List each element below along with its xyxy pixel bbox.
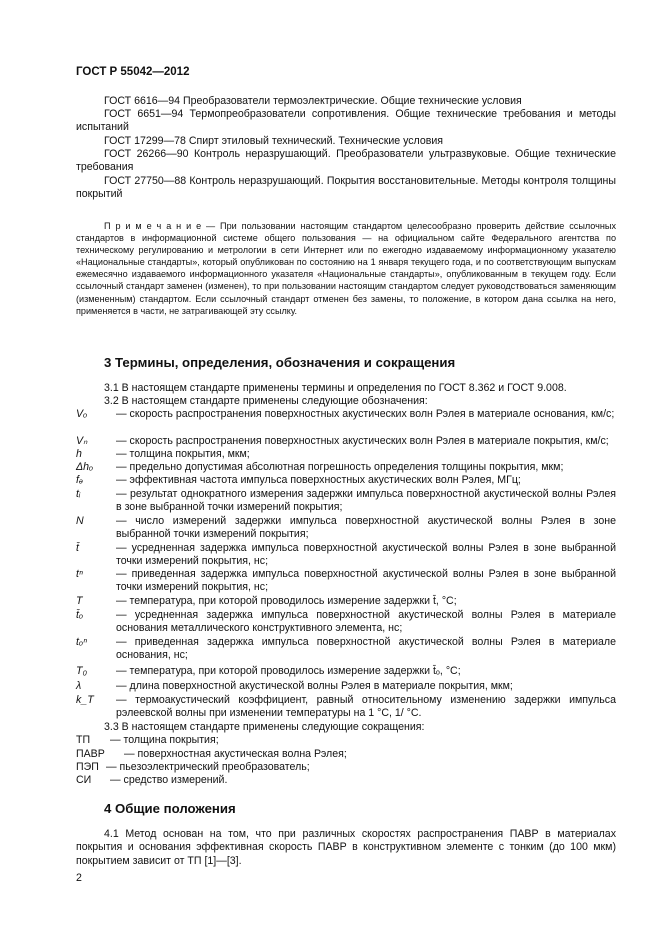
- symbol-definition: Vₒ — скорость распространения поверхностных акустических волн Рэлея в материале основания, км/с;: [76, 408, 615, 420]
- symbol: T: [76, 595, 83, 607]
- reference-item: ГОСТ 27750—88 Контроль неразрушающий. Покрытия восстановительные. Методы контроля толщины покрытий: [76, 175, 616, 201]
- section-3-title: 3 Термины, определения, обозначения и сокращения: [104, 355, 456, 370]
- symbol: t̄: [76, 542, 79, 554]
- paragraph-3-2: 3.2 В настоящем стандарте применены следующие обозначения:: [104, 395, 428, 407]
- abbreviation-definition: ПАВР — поверхностная акустическая волна Рэлея;: [76, 748, 347, 760]
- paragraph-3-1: 3.1 В настоящем стандарте применены термины и определения по ГОСТ 8.362 и ГОСТ 9.008.: [104, 382, 567, 394]
- section-4-title: 4 Общие положения: [104, 801, 236, 816]
- symbol: Δhₒ: [76, 461, 94, 473]
- symbol-definition: t̄ₒ — усредненная задержка импульса поверхностной акустической волны Рэлея в материале основания металлического конструктивного элемента, нс;: [76, 609, 616, 635]
- reference-item: ГОСТ 6651—94 Термопреобразователи сопротивления. Общие технические требования и методы испытаний: [76, 108, 616, 134]
- symbol: Vₒ: [76, 408, 88, 420]
- symbol: h: [76, 448, 82, 460]
- symbol: λ: [76, 680, 82, 692]
- symbol: tᵢ: [76, 488, 81, 500]
- reference-item: ГОСТ 26266—90 Контроль неразрушающий. Преобразователи ультразвуковые. Общие технические требования: [76, 148, 616, 174]
- symbol: fₔ: [76, 474, 84, 486]
- document-header: ГОСТ Р 55042—2012: [76, 66, 190, 78]
- symbol-definition: tⁿ — приведенная задержка импульса поверхностной акустической волны Рэлея в зоне выбранной точки измерений покрытия, нс;: [76, 568, 616, 594]
- note-paragraph: П р и м е ч а н и е — При пользовании настоящим стандартом целесообразно проверить действие ссылочных стандартов в информационной системе общего пользования — на официальном сайте Федерального агентства по техническому регулированию и метрологии в сети Интернет или по ежегодно издаваемому информационному указателю «Национальные стандарты», который опубликован по состоянию на 1 января текущего года, и по соответствующим выпускам ежемесячно издаваемого информационного указателя «Национальные стандарты», опубликованным в текущем году. Если ссылочный стандарт заменен (изменен), то при пользовании настоящим стандартом следует руководствоваться заменяющим (измененным) стандартом. Если ссылочный стандарт отменен без замены, то положение, в котором дана ссылка на него, применяется в части, не затрагивающей эту ссылку.: [76, 221, 616, 316]
- symbol-definition: T — температура, при которой проводилось измерение задержки t̄, °С;: [76, 595, 457, 607]
- symbol-definition: Δhₒ — предельно допустимая абсолютная погрешность определения толщины покрытия, мкм;: [76, 461, 564, 473]
- abbreviation: ТП: [76, 734, 91, 746]
- symbol-definition: t̄ — усредненная задержка импульса поверхностной акустической волны Рэлея в зоне выбранной точки измерений покрытия, нс;: [76, 542, 616, 568]
- symbol-definition: N — число измерений задержки импульса поверхностной акустической волны Рэлея в зоне выбранной точки измерений покрытия;: [76, 515, 616, 541]
- abbreviation: СИ: [76, 774, 92, 786]
- abbreviation: ПЭП: [76, 761, 99, 773]
- abbreviation-definition: ПЭП — пьезоэлектрический преобразователь;: [76, 761, 310, 773]
- symbol-definition: λ — длина поверхностной акустической волны Рэлея в материале покрытия, мкм;: [76, 680, 513, 692]
- abbreviation-definition: ТП — толщина покрытия;: [76, 734, 219, 746]
- symbol: Vₙ: [76, 435, 88, 447]
- symbol: T₀: [76, 665, 87, 677]
- symbol: N: [76, 515, 84, 527]
- reference-item: ГОСТ 6616—94 Преобразователи термоэлектрические. Общие технические условия: [104, 95, 522, 107]
- page-number: 2: [76, 872, 82, 884]
- symbol-definition: T₀ — температура, при которой проводилось измерение задержки t̄ₒ, °С;: [76, 665, 461, 677]
- symbol-definition: tᵢ — результат однократного измерения задержки импульса поверхностной акустической волны Рэлея в зоне выбранной точки измерений покрытия;: [76, 488, 616, 514]
- paragraph-4-1: 4.1 Метод основан на том, что при различных скоростях распространения ПАВР в материалах покрытия и основания эффективная скорость ПАВР в конструктивном элементе с тонким (до 100 мкм) покрытием зависит от ТП [1]—[3].: [76, 828, 616, 867]
- symbol-definition: fₔ — эффективная частота импульса поверхностных акустических волн Рэлея, МГц;: [76, 474, 521, 486]
- symbol-definition: h — толщина покрытия, мкм;: [76, 448, 250, 460]
- reference-item: ГОСТ 17299—78 Спирт этиловый технический. Технические условия: [104, 135, 444, 147]
- paragraph-3-3: 3.3 В настоящем стандарте применены следующие сокращения:: [104, 721, 425, 733]
- abbreviation-definition: СИ — средство измерений.: [76, 774, 228, 786]
- symbol-definition: Vₙ — скорость распространения поверхностных акустических волн Рэлея в материале покрытия, км/с;: [76, 435, 609, 447]
- symbol: t̄ₒ: [76, 609, 84, 621]
- symbol: k_T: [76, 694, 94, 706]
- symbol: tⁿ: [76, 568, 83, 580]
- symbol-definition: k_T — термоакустический коэффициент, равный относительному изменению задержки импульса рэлеевской волны при изменении температуры на 1 °С, 1/ °С.: [76, 694, 616, 720]
- symbol: tₒⁿ: [76, 636, 87, 648]
- abbreviation: ПАВР: [76, 748, 105, 760]
- symbol-definition: tₒⁿ — приведенная задержка импульса поверхностной акустической волны Рэлея в материале основания, нс;: [76, 636, 616, 662]
